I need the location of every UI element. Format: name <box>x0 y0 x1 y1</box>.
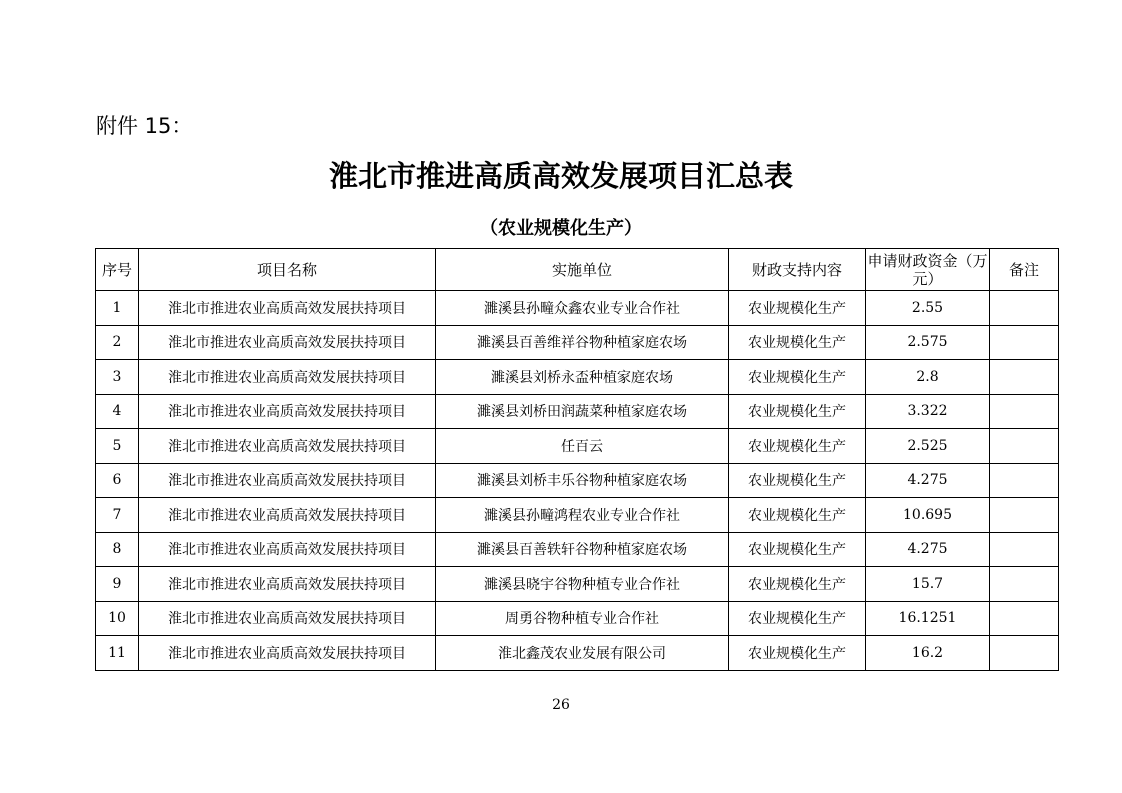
header-requested-funds: 申请财政资金（万元） <box>866 249 990 291</box>
cell-project-name: 淮北市推进农业高质高效发展扶持项目 <box>139 325 436 360</box>
cell-remarks <box>990 325 1059 360</box>
page-number: 26 <box>552 697 570 713</box>
table-header-row <box>96 249 1059 291</box>
cell-remarks <box>990 394 1059 429</box>
cell-implementing-unit: 濉溪县晓宇谷物种植专业合作社 <box>436 567 729 602</box>
cell-implementing-unit: 濉溪县刘桥丰乐谷物种植家庭农场 <box>436 463 729 498</box>
cell-remarks <box>990 636 1059 671</box>
document-subtitle: （农业规模化生产） <box>480 218 642 239</box>
cell-support-content: 农业规模化生产 <box>729 567 866 602</box>
cell-remarks <box>990 463 1059 498</box>
cell-no: 3 <box>96 360 139 395</box>
cell-no: 2 <box>96 325 139 360</box>
document-title: 淮北市推进高质高效发展项目汇总表 <box>328 159 793 193</box>
cell-requested-funds: 4.275 <box>866 463 990 498</box>
table-body <box>96 291 1059 671</box>
header-support-content: 财政支持内容 <box>729 249 866 291</box>
cell-remarks <box>990 601 1059 636</box>
attachment-label: 附件 15： <box>96 114 193 138</box>
cell-implementing-unit: 淮北鑫茂农业发展有限公司 <box>436 636 729 671</box>
cell-project-name: 淮北市推进农业高质高效发展扶持项目 <box>139 601 436 636</box>
cell-no: 4 <box>96 394 139 429</box>
cell-requested-funds: 16.1251 <box>866 601 990 636</box>
cell-implementing-unit: 濉溪县百善轶轩谷物种植家庭农场 <box>436 532 729 567</box>
cell-implementing-unit: 周勇谷物种植专业合作社 <box>436 601 729 636</box>
cell-implementing-unit: 任百云 <box>436 429 729 464</box>
cell-remarks <box>990 360 1059 395</box>
header-project-name: 项目名称 <box>139 249 436 291</box>
cell-remarks <box>990 498 1059 533</box>
cell-project-name: 淮北市推进农业高质高效发展扶持项目 <box>139 636 436 671</box>
cell-support-content: 农业规模化生产 <box>729 601 866 636</box>
cell-implementing-unit: 濉溪县孙疃鸿程农业专业合作社 <box>436 498 729 533</box>
cell-project-name: 淮北市推进农业高质高效发展扶持项目 <box>139 429 436 464</box>
cell-remarks <box>990 567 1059 602</box>
cell-project-name: 淮北市推进农业高质高效发展扶持项目 <box>139 291 436 326</box>
cell-support-content: 农业规模化生产 <box>729 429 866 464</box>
cell-requested-funds: 3.322 <box>866 394 990 429</box>
cell-no: 8 <box>96 532 139 567</box>
cell-remarks <box>990 291 1059 326</box>
cell-requested-funds: 2.8 <box>866 360 990 395</box>
cell-support-content: 农业规模化生产 <box>729 532 866 567</box>
cell-implementing-unit: 濉溪县百善维祥谷物种植家庭农场 <box>436 325 729 360</box>
cell-requested-funds: 16.2 <box>866 636 990 671</box>
cell-project-name: 淮北市推进农业高质高效发展扶持项目 <box>139 360 436 395</box>
header-implementing-unit: 实施单位 <box>436 249 729 291</box>
cell-project-name: 淮北市推进农业高质高效发展扶持项目 <box>139 463 436 498</box>
table-row <box>96 394 1059 429</box>
table-row <box>96 532 1059 567</box>
table-row <box>96 463 1059 498</box>
cell-project-name: 淮北市推进农业高质高效发展扶持项目 <box>139 498 436 533</box>
cell-requested-funds: 15.7 <box>866 567 990 602</box>
cell-remarks <box>990 429 1059 464</box>
table-row <box>96 601 1059 636</box>
cell-no: 6 <box>96 463 139 498</box>
header-no: 序号 <box>96 249 139 291</box>
cell-no: 10 <box>96 601 139 636</box>
table-row <box>96 636 1059 671</box>
cell-no: 7 <box>96 498 139 533</box>
cell-requested-funds: 2.525 <box>866 429 990 464</box>
cell-project-name: 淮北市推进农业高质高效发展扶持项目 <box>139 394 436 429</box>
table-row <box>96 360 1059 395</box>
cell-support-content: 农业规模化生产 <box>729 325 866 360</box>
cell-project-name: 淮北市推进农业高质高效发展扶持项目 <box>139 532 436 567</box>
project-summary-table <box>95 248 1059 671</box>
cell-support-content: 农业规模化生产 <box>729 360 866 395</box>
cell-no: 5 <box>96 429 139 464</box>
cell-support-content: 农业规模化生产 <box>729 463 866 498</box>
cell-no: 1 <box>96 291 139 326</box>
table-row <box>96 325 1059 360</box>
cell-requested-funds: 4.275 <box>866 532 990 567</box>
cell-implementing-unit: 濉溪县孙疃众鑫农业专业合作社 <box>436 291 729 326</box>
table-row <box>96 567 1059 602</box>
cell-remarks <box>990 532 1059 567</box>
cell-no: 11 <box>96 636 139 671</box>
cell-support-content: 农业规模化生产 <box>729 291 866 326</box>
cell-support-content: 农业规模化生产 <box>729 636 866 671</box>
cell-implementing-unit: 濉溪县刘桥田润蔬菜种植家庭农场 <box>436 394 729 429</box>
cell-requested-funds: 2.55 <box>866 291 990 326</box>
table-row <box>96 498 1059 533</box>
cell-requested-funds: 10.695 <box>866 498 990 533</box>
table-row <box>96 429 1059 464</box>
table-row <box>96 291 1059 326</box>
header-remarks: 备注 <box>990 249 1059 291</box>
cell-requested-funds: 2.575 <box>866 325 990 360</box>
cell-project-name: 淮北市推进农业高质高效发展扶持项目 <box>139 567 436 602</box>
cell-support-content: 农业规模化生产 <box>729 498 866 533</box>
cell-no: 9 <box>96 567 139 602</box>
cell-implementing-unit: 濉溪县刘桥永盃种植家庭农场 <box>436 360 729 395</box>
cell-support-content: 农业规模化生产 <box>729 394 866 429</box>
